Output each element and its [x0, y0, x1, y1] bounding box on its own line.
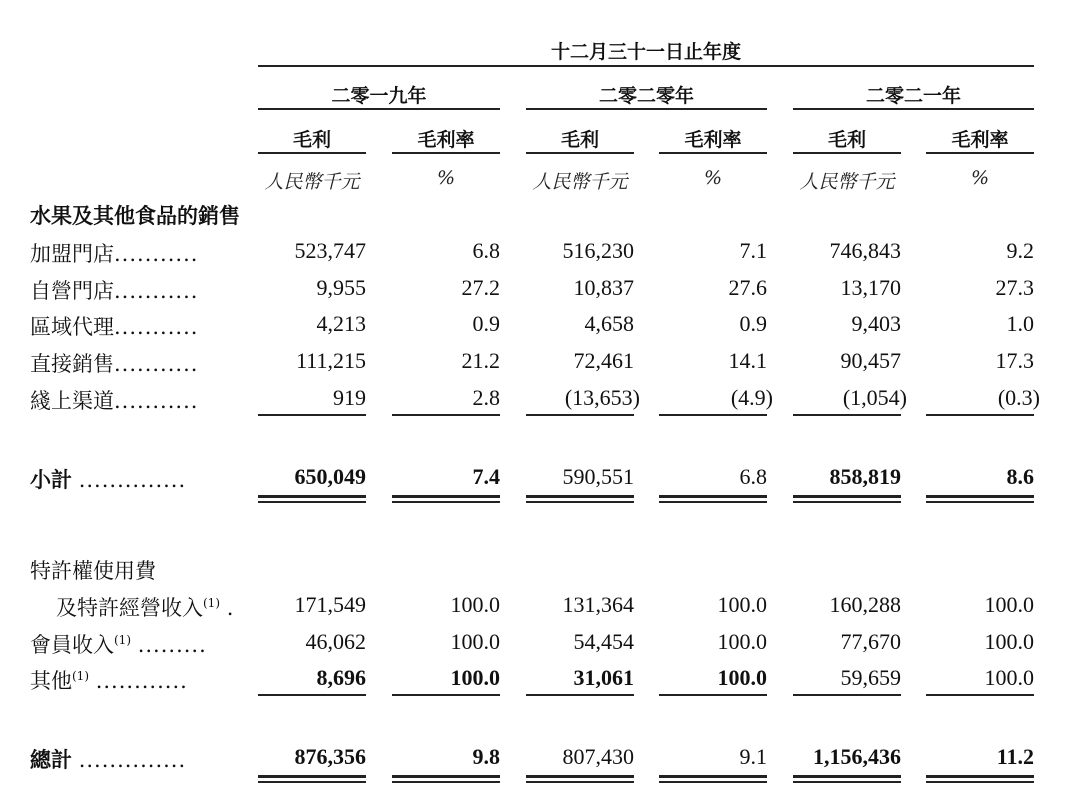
sum-rule — [258, 694, 366, 696]
row-label: 綫上渠道........... — [30, 389, 199, 413]
col-rule — [926, 152, 1034, 154]
sum-rule — [659, 694, 767, 696]
double-rule — [526, 775, 634, 778]
col-margin-2019: 毛利率 — [417, 129, 475, 151]
row-label: 區域代理........... — [30, 315, 199, 339]
double-rule — [258, 775, 366, 778]
double-rule — [258, 501, 366, 503]
cell-value: 8,696 — [316, 665, 366, 690]
sum-rule — [926, 694, 1034, 696]
cell-value: 4,213 — [316, 311, 366, 336]
cell-value: 0.9 — [472, 311, 500, 336]
unit-percent-2020: % — [703, 167, 723, 189]
double-rule — [659, 781, 767, 783]
total-label: 總計 .............. — [30, 747, 187, 772]
unit-percent-2021: % — [970, 167, 990, 189]
cell-value: 9.8 — [472, 744, 500, 769]
cell-value: 858,819 — [829, 464, 901, 489]
cell-value: 9,955 — [316, 275, 366, 300]
cell-value: 6.8 — [472, 238, 500, 263]
cell-value: 100.0 — [717, 665, 767, 690]
cell-value: 9,403 — [851, 311, 901, 336]
cell-value: 919 — [333, 385, 366, 410]
col-gross-profit-2019: 毛利 — [292, 129, 331, 151]
cell-value: 31,061 — [573, 665, 634, 690]
cell-value: 21.2 — [461, 348, 500, 373]
year-header-2021: 二零二一年 — [865, 85, 961, 107]
cell-value: 100.0 — [450, 665, 500, 690]
cell-value: 14.1 — [728, 348, 767, 373]
double-rule — [258, 781, 366, 783]
double-rule — [526, 495, 634, 498]
cell-value: (13,653) — [564, 385, 640, 410]
double-rule — [392, 781, 500, 783]
sum-rule — [392, 414, 500, 416]
double-rule — [793, 775, 901, 778]
year-rule-2019 — [258, 108, 500, 110]
cell-value: 1,156,436 — [813, 744, 901, 769]
cell-value: 7.4 — [472, 464, 500, 489]
unit-percent-2019: % — [436, 167, 456, 189]
cell-value: 100.0 — [984, 592, 1034, 617]
sum-rule — [793, 694, 901, 696]
cell-value: 72,461 — [573, 348, 634, 373]
cell-value: 13,170 — [840, 275, 901, 300]
col-rule — [659, 152, 767, 154]
cell-value: 59,659 — [840, 665, 901, 690]
cell-value: 6.8 — [739, 464, 767, 489]
cell-value: 54,454 — [573, 629, 634, 654]
cell-value: 111,215 — [296, 348, 366, 373]
col-gross-profit-2021: 毛利 — [827, 129, 866, 151]
double-rule — [526, 781, 634, 783]
cell-value: 8.6 — [1006, 464, 1034, 489]
cell-value: 807,430 — [562, 744, 634, 769]
year-header-2019: 二零一九年 — [331, 85, 427, 107]
cell-value: 9.1 — [739, 744, 767, 769]
sum-rule — [392, 694, 500, 696]
sum-rule — [926, 414, 1034, 416]
double-rule — [926, 495, 1034, 498]
cell-value: 100.0 — [717, 592, 767, 617]
sum-rule — [659, 414, 767, 416]
double-rule — [793, 495, 901, 498]
col-margin-2020: 毛利率 — [684, 129, 742, 151]
cell-value: 46,062 — [305, 629, 366, 654]
cell-value: 100.0 — [984, 665, 1034, 690]
section-title-franchise: 特許權使用費 — [30, 559, 156, 583]
row-label: 其他$^{(1)}$ ............ — [30, 669, 188, 693]
cell-value: 77,670 — [840, 629, 901, 654]
row-label: 自營門店........... — [30, 279, 199, 303]
cell-value: 523,747 — [294, 238, 366, 263]
cell-value: 590,551 — [562, 464, 634, 489]
cell-value: 7.1 — [739, 238, 767, 263]
cell-value: 4,658 — [584, 311, 634, 336]
year-rule-2020 — [526, 108, 767, 110]
row-label: 直接銷售........... — [30, 352, 199, 376]
cell-value: 11.2 — [996, 744, 1034, 769]
cell-value: 17.3 — [995, 348, 1034, 373]
cell-value: 746,843 — [829, 238, 901, 263]
year-rule-2021 — [793, 108, 1034, 110]
year-header-2020: 二零二零年 — [598, 85, 694, 107]
sum-rule — [793, 414, 901, 416]
col-rule — [258, 152, 366, 154]
cell-value: 27.3 — [995, 275, 1034, 300]
cell-value: 10,837 — [573, 275, 634, 300]
cell-value: 100.0 — [717, 629, 767, 654]
double-rule — [659, 495, 767, 498]
cell-value: 100.0 — [450, 629, 500, 654]
cell-value: 650,049 — [294, 464, 366, 489]
cell-value: 516,230 — [562, 238, 634, 263]
unit-currency-2021: 人民幣千元 — [799, 171, 895, 193]
unit-currency-2020: 人民幣千元 — [532, 171, 628, 193]
sum-rule — [526, 694, 634, 696]
double-rule — [392, 775, 500, 778]
double-rule — [659, 775, 767, 778]
period-rule — [258, 65, 1034, 67]
sum-rule — [258, 414, 366, 416]
col-rule — [526, 152, 634, 154]
cell-value: 100.0 — [450, 592, 500, 617]
cell-value: (1,054) — [842, 385, 907, 410]
period-header: 十二月三十一日止年度 — [550, 41, 741, 63]
double-rule — [659, 501, 767, 503]
cell-value: 27.2 — [461, 275, 500, 300]
double-rule — [926, 501, 1034, 503]
row-label: 會員收入$^{(1)}$ ......... — [30, 633, 207, 657]
col-margin-2021: 毛利率 — [951, 129, 1009, 151]
double-rule — [526, 501, 634, 503]
cell-value: 131,364 — [562, 592, 634, 617]
col-rule — [392, 152, 500, 154]
double-rule — [926, 775, 1034, 778]
double-rule — [258, 495, 366, 498]
double-rule — [926, 781, 1034, 783]
cell-value: 876,356 — [294, 744, 366, 769]
cell-value: (4.9) — [730, 385, 773, 410]
row-label: 及特許經營收入$^{(1)}$ . — [56, 596, 235, 620]
cell-value: 171,549 — [294, 592, 366, 617]
sum-rule — [526, 414, 634, 416]
cell-value: 27.6 — [728, 275, 767, 300]
cell-value: 100.0 — [984, 629, 1034, 654]
cell-value: (0.3) — [997, 385, 1040, 410]
col-rule — [793, 152, 901, 154]
double-rule — [793, 781, 901, 783]
cell-value: 160,288 — [829, 592, 901, 617]
double-rule — [392, 501, 500, 503]
row-label: 加盟門店........... — [30, 242, 199, 266]
cell-value: 90,457 — [840, 348, 901, 373]
cell-value: 0.9 — [739, 311, 767, 336]
section-title-fruit-sales: 水果及其他食品的銷售 — [30, 203, 240, 228]
unit-currency-2019: 人民幣千元 — [264, 171, 360, 193]
double-rule — [392, 495, 500, 498]
cell-value: 1.0 — [1006, 311, 1034, 336]
double-rule — [793, 501, 901, 503]
cell-value: 2.8 — [472, 385, 500, 410]
subtotal-label: 小計 .............. — [30, 467, 187, 492]
col-gross-profit-2020: 毛利 — [560, 129, 599, 151]
cell-value: 9.2 — [1006, 238, 1034, 263]
